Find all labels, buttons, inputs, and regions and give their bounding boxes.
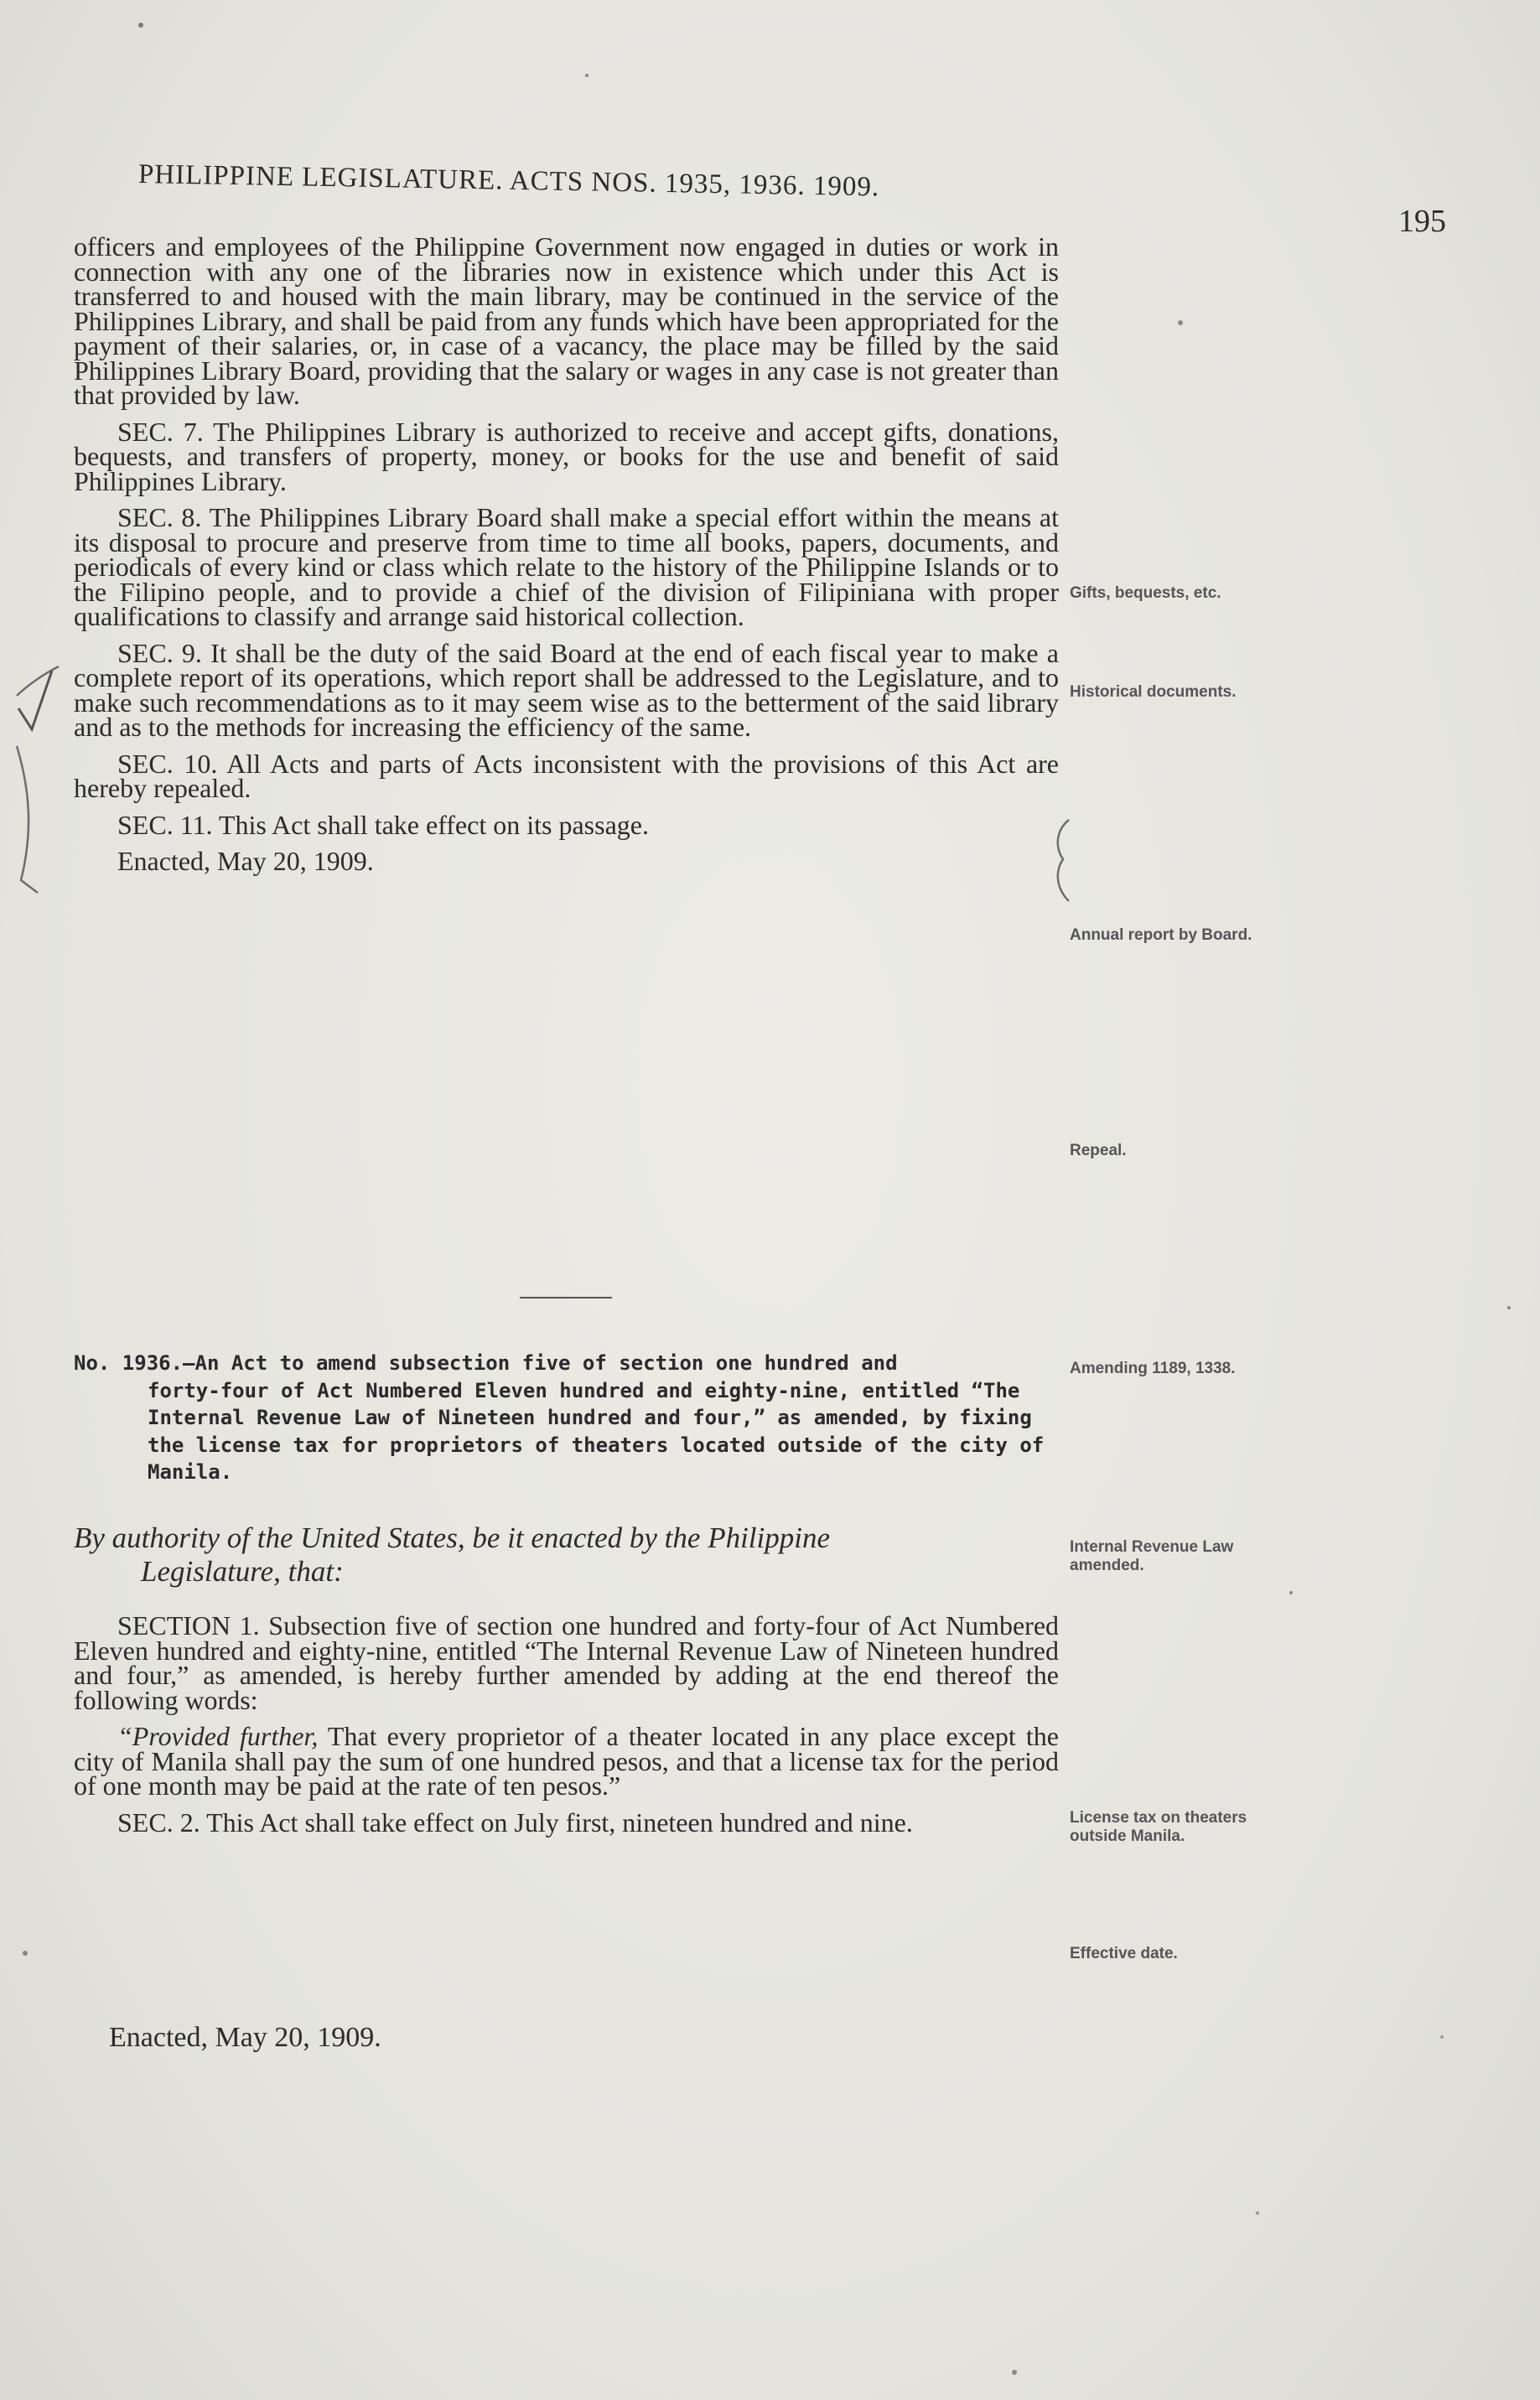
margin-note-annual-report: Annual report by Board. [1070, 926, 1252, 944]
page-number: 195 [1398, 204, 1446, 239]
section-text: This Act shall take effect on July first, nineteen hundred and nine. [206, 1806, 913, 1838]
margin-note-amending: Amending 1189, 1338. [1070, 1360, 1236, 1377]
margin-note-internal-revenue: Internal Revenue Law amended. [1070, 1538, 1234, 1574]
section-text: All Acts and parts of Acts inconsistent with the provisions of this Act are hereby repealed. [74, 748, 1060, 803]
pencil-check-mark [0, 637, 117, 914]
act-1936-heading [74, 1350, 1046, 1486]
section-text: It shall be the duty of the said Board at the end of each fiscal year to make a complete report of its operations, which report shall be addressed to the Legislature, and to make such recommendations as to it may seem wise as to the betterment of the said library and as to the methods for increasing the efficiency of the same. [74, 637, 1060, 742]
pencil-bracket-mark [1048, 813, 1073, 905]
act-heading-first-line: No. 1936.—An Act to amend subsection five of section one hundred and [74, 1351, 898, 1375]
proviso [74, 1721, 1060, 1801]
section-label: SEC. 10. [117, 748, 218, 779]
section-label: SECTION 1. [117, 1610, 260, 1641]
section-text: The Philippines Library Board shall make a special effort within the means at its disposal to procure and preserve from time to time all books, papers, documents, and periodicals of every kind or class which relate to the history of the Philippine Islands or to the Filipino people, and to provide a chief of the division of Filipiniana with proper qualifications to classify and arrange said historical collection. [74, 502, 1060, 631]
section-continuation: officers and employees of the Philippine Government now engaged in duties or work in connection with any one of the libraries now in existence which under this Act is transferred to and housed with the main library, may be continued in the service of the Philippines Library, and shall be paid from any funds which have been appropriated for the payment of their salaries, or, in case of a vacancy, the place may be filled by the said Philippines Library Board, providing that the salary or wages in any case is not greater than that provided by law. [74, 231, 1059, 410]
enacting-rest: Legislature, that: [141, 1555, 344, 1588]
margin-note-license-tax: License tax on theaters outside Manila. [1070, 1809, 1247, 1845]
section-text: The Philippines Library is authorized to receive and accept gifts, donations, bequests, and transfers of property, money, or books for the use and benefit of said Philippines Library. [74, 416, 1060, 496]
section-text: Subsection five of section one hundred and forty-four of Act Numbered Eleven hundred and eighty-nine, entitled “The Internal Revenue Law of Nineteen hundred and four,” as amended, is hereby further amended by adding at the end thereof the following words: [74, 1610, 1060, 1715]
section-label: SEC. 8. [117, 502, 202, 532]
section-divider [520, 1297, 612, 1298]
act-1936-body [74, 1610, 1060, 1847]
margin-note-repeal: Repeal. [1070, 1142, 1127, 1159]
margin-note-effective-date: Effective date. [1070, 1945, 1178, 1962]
section-label: SEC. 7. [117, 416, 204, 447]
proviso-text: That every proprietor of a theater located in any place except the city of Manila shall pay the sum of one hundred pesos, and that a license tax for the period of one month may be paid at the rate of ten pesos.” [74, 1721, 1060, 1801]
section-text: This Act shall take effect on its passage. [218, 809, 649, 840]
running-head: PHILIPPINE LEGISLATURE. ACTS NOS. 1935, 1936. 1909. [137, 159, 880, 203]
section-2 [74, 1806, 1059, 1838]
section-10 [74, 748, 1060, 803]
section-11 [74, 809, 1059, 840]
proviso-italic: “Provided further, [117, 1721, 319, 1751]
section-7 [74, 416, 1060, 496]
act-heading-rest: forty-four of Act Numbered Eleven hundred and eighty-nine, entitled “The Internal Revenue Law of Nineteen hundred and four,” as amended, by fixing the license tax for proprietors of theaters located outside of the city of Manila. [148, 1378, 1045, 1484]
margin-note-historical: Historical documents. [1070, 683, 1237, 701]
enacted-date-final: Enacted, May 20, 1909. [109, 2022, 381, 2053]
act-1935-body [74, 231, 1060, 886]
enacted-date: Enacted, May 20, 1909. [117, 846, 374, 876]
section-label: SEC. 2. [117, 1806, 200, 1838]
enacting-clause [74, 1521, 1059, 1589]
margin-note-gifts: Gifts, bequests, etc. [1070, 584, 1221, 602]
section-label: SEC. 9. [117, 637, 202, 668]
enacting-first: By authority of the United States, be it enacted by the Philippine [74, 1521, 831, 1554]
section-label: SEC. 11. [117, 809, 213, 840]
section-8 [74, 502, 1060, 631]
section-9 [74, 637, 1060, 742]
section-1 [74, 1610, 1060, 1715]
